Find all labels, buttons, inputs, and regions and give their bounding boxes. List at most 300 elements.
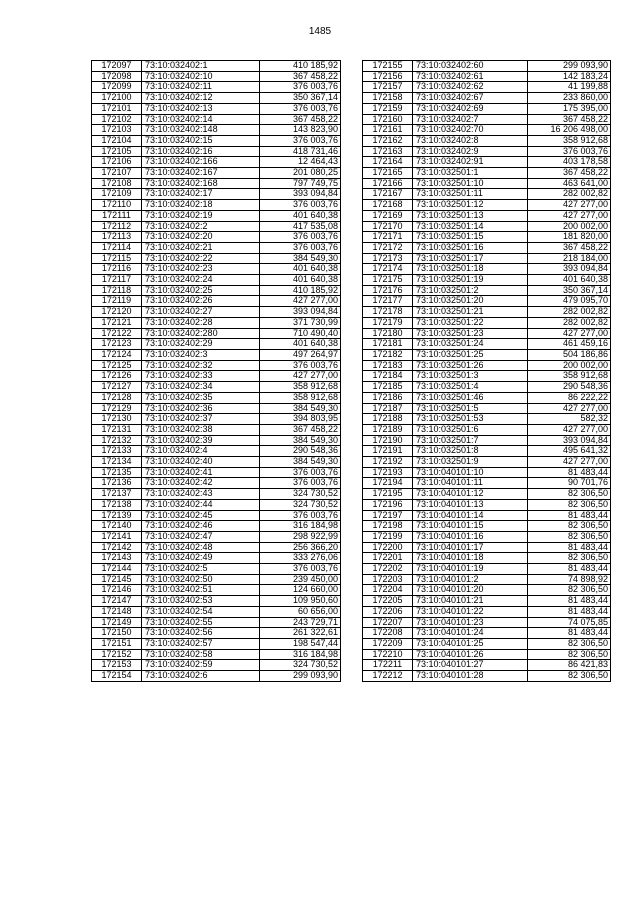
table-row [92, 135, 341, 146]
page-number: 1485 [308, 26, 332, 37]
table-row [363, 435, 611, 446]
cadastral-value: 60 656,00 [260, 606, 341, 617]
cadastral-value: 324 730,52 [260, 499, 341, 510]
cadastral-number: 73:10:032501:46 [413, 392, 528, 403]
cadastral-value: 350 367,14 [260, 93, 341, 104]
table-row [363, 489, 611, 500]
cadastral-number: 73:10:032402:57 [142, 638, 260, 649]
row-number: 172159 [363, 103, 413, 114]
cadastral-value: 82 306,50 [528, 489, 611, 500]
row-number: 172108 [92, 178, 142, 189]
cadastral-value: 143 823,90 [260, 125, 341, 136]
cadastral-number: 73:10:032402:25 [142, 285, 260, 296]
cadastral-number: 73:10:032501:19 [413, 275, 528, 286]
row-number: 172099 [92, 82, 142, 93]
table-row [363, 221, 611, 232]
cadastral-value: 427 277,00 [528, 424, 611, 435]
cadastral-number: 73:10:040101:28 [413, 671, 528, 682]
row-number: 172203 [363, 574, 413, 585]
cadastral-value: 218 184,00 [528, 253, 611, 264]
cadastral-value: 376 003,76 [260, 478, 341, 489]
cadastral-value: 233 860,00 [528, 93, 611, 104]
cadastral-value: 82 306,50 [528, 521, 611, 532]
table-row [363, 168, 611, 179]
cadastral-number: 73:10:032402:22 [142, 253, 260, 264]
row-number: 172110 [92, 200, 142, 211]
table-row [363, 531, 611, 542]
row-number: 172097 [92, 61, 142, 72]
cadastral-value: 282 002,82 [528, 317, 611, 328]
cadastral-number: 73:10:032402:54 [142, 606, 260, 617]
cadastral-value: 316 184,98 [260, 521, 341, 532]
cadastral-number: 73:10:032402:59 [142, 660, 260, 671]
row-number: 172210 [363, 649, 413, 660]
cadastral-number: 73:10:032402:23 [142, 264, 260, 275]
cadastral-number: 73:10:032501:23 [413, 328, 528, 339]
table-row [363, 135, 611, 146]
cadastral-value: 401 640,38 [260, 275, 341, 286]
row-number: 172186 [363, 392, 413, 403]
row-number: 172206 [363, 606, 413, 617]
cadastral-number: 73:10:040101:15 [413, 521, 528, 532]
cadastral-number: 73:10:032402:61 [413, 71, 528, 82]
row-number: 172148 [92, 606, 142, 617]
cadastral-number: 73:10:032402:34 [142, 382, 260, 393]
cadastral-value: 367 458,22 [260, 71, 341, 82]
cadastral-value: 710 490,40 [260, 328, 341, 339]
cadastral-value: 282 002,82 [528, 307, 611, 318]
cadastral-number: 73:10:032402:13 [142, 103, 260, 114]
table-row [363, 638, 611, 649]
cadastral-value: 376 003,76 [260, 360, 341, 371]
table-row [363, 253, 611, 264]
cadastral-number: 73:10:032402:166 [142, 157, 260, 168]
cadastral-number: 73:10:032402:11 [142, 82, 260, 93]
cadastral-number: 73:10:032402:35 [142, 392, 260, 403]
cadastral-value: 261 322,61 [260, 628, 341, 639]
table-row [363, 553, 611, 564]
row-number: 172143 [92, 553, 142, 564]
cadastral-number: 73:10:032402:9 [413, 146, 528, 157]
cadastral-number: 73:10:032402:50 [142, 574, 260, 585]
table-row [363, 360, 611, 371]
row-number: 172162 [363, 135, 413, 146]
cadastral-value: 316 184,98 [260, 649, 341, 660]
row-number: 172169 [363, 210, 413, 221]
row-number: 172105 [92, 146, 142, 157]
row-number: 172177 [363, 296, 413, 307]
row-number: 172115 [92, 253, 142, 264]
row-number: 172100 [92, 93, 142, 104]
cadastral-value: 376 003,76 [260, 103, 341, 114]
cadastral-value: 142 183,24 [528, 71, 611, 82]
table-row [363, 510, 611, 521]
cadastral-value: 427 277,00 [528, 328, 611, 339]
cadastral-value: 393 094,84 [260, 307, 341, 318]
cadastral-value: 124 660,00 [260, 585, 341, 596]
cadastral-number: 73:10:040101:13 [413, 499, 528, 510]
table-row [363, 285, 611, 296]
cadastral-value: 463 641,00 [528, 178, 611, 189]
cadastral-value: 393 094,84 [528, 435, 611, 446]
row-number: 172161 [363, 125, 413, 136]
table-row [363, 93, 611, 104]
cadastral-number: 73:10:032501:2 [413, 285, 528, 296]
row-number: 172196 [363, 499, 413, 510]
cadastral-number: 73:10:032501:17 [413, 253, 528, 264]
table-row [92, 103, 341, 114]
row-number: 172192 [363, 457, 413, 468]
cadastral-value: 376 003,76 [528, 146, 611, 157]
table-row [363, 349, 611, 360]
table-row [92, 71, 341, 82]
row-number: 172193 [363, 467, 413, 478]
row-number: 172146 [92, 585, 142, 596]
cadastral-number: 73:10:032501:11 [413, 189, 528, 200]
row-number: 172113 [92, 232, 142, 243]
table-row [92, 638, 341, 649]
table-row [92, 478, 341, 489]
cadastral-number: 73:10:032402:4 [142, 446, 260, 457]
row-number: 172205 [363, 596, 413, 607]
cadastral-number: 73:10:032402:45 [142, 510, 260, 521]
cadastral-value: 299 093,90 [260, 671, 341, 682]
cadastral-number: 73:10:032402:28 [142, 317, 260, 328]
cadastral-number: 73:10:032402:32 [142, 360, 260, 371]
table-row [363, 317, 611, 328]
cadastral-number: 73:10:040101:20 [413, 585, 528, 596]
cadastral-number: 73:10:032402:53 [142, 596, 260, 607]
cadastral-value: 384 549,30 [260, 253, 341, 264]
cadastral-value: 256 366,20 [260, 542, 341, 553]
row-number: 172198 [363, 521, 413, 532]
table-row [363, 660, 611, 671]
table-row [92, 424, 341, 435]
table-row [92, 467, 341, 478]
row-number: 172180 [363, 328, 413, 339]
cadastral-value: 324 730,52 [260, 489, 341, 500]
table-row [363, 671, 611, 682]
table-row [92, 457, 341, 468]
row-number: 172166 [363, 178, 413, 189]
cadastral-number: 73:10:032402:167 [142, 168, 260, 179]
cadastral-number: 73:10:032402:44 [142, 499, 260, 510]
row-number: 172160 [363, 114, 413, 125]
cadastral-number: 73:10:032501:13 [413, 210, 528, 221]
cadastral-value: 239 450,00 [260, 574, 341, 585]
cadastral-value: 243 729,71 [260, 617, 341, 628]
cadastral-number: 73:10:032402:48 [142, 542, 260, 553]
row-number: 172106 [92, 157, 142, 168]
cadastral-value: 394 803,95 [260, 414, 341, 425]
row-number: 172141 [92, 531, 142, 542]
cadastral-value: 358 912,68 [260, 382, 341, 393]
row-number: 172157 [363, 82, 413, 93]
cadastral-number: 73:10:032501:10 [413, 178, 528, 189]
row-number: 172127 [92, 382, 142, 393]
table-row [92, 628, 341, 639]
cadastral-value: 401 640,38 [528, 275, 611, 286]
table-row [363, 275, 611, 286]
row-number: 172154 [92, 671, 142, 682]
cadastral-value: 290 548,36 [260, 446, 341, 457]
row-number: 172181 [363, 339, 413, 350]
cadastral-value: 41 199,88 [528, 82, 611, 93]
row-number: 172126 [92, 371, 142, 382]
cadastral-value: 376 003,76 [260, 82, 341, 93]
cadastral-number: 73:10:032402:1 [142, 61, 260, 72]
table-row [92, 531, 341, 542]
row-number: 172153 [92, 660, 142, 671]
cadastral-number: 73:10:032402:55 [142, 617, 260, 628]
table-row [92, 510, 341, 521]
row-number: 172194 [363, 478, 413, 489]
table-row [363, 125, 611, 136]
cadastral-number: 73:10:032402:7 [413, 114, 528, 125]
table-row [92, 285, 341, 296]
row-number: 172129 [92, 403, 142, 414]
cadastral-number: 73:10:032402:40 [142, 457, 260, 468]
row-number: 172207 [363, 617, 413, 628]
cadastral-number: 73:10:032402:26 [142, 296, 260, 307]
table-row [92, 146, 341, 157]
row-number: 172195 [363, 489, 413, 500]
row-number: 172116 [92, 264, 142, 275]
cadastral-value: 427 277,00 [528, 403, 611, 414]
cadastral-value: 324 730,52 [260, 660, 341, 671]
cadastral-value: 427 277,00 [260, 296, 341, 307]
table-row [92, 178, 341, 189]
cadastral-value: 81 483,44 [528, 606, 611, 617]
cadastral-number: 73:10:032402:5 [142, 564, 260, 575]
row-number: 172176 [363, 285, 413, 296]
row-number: 172200 [363, 542, 413, 553]
table-row [363, 521, 611, 532]
row-number: 172112 [92, 221, 142, 232]
table-row [92, 489, 341, 500]
table-row [363, 424, 611, 435]
row-number: 172199 [363, 531, 413, 542]
table-row [92, 446, 341, 457]
table-row [92, 596, 341, 607]
cadastral-value: 376 003,76 [260, 135, 341, 146]
cadastral-value: 16 206 498,00 [528, 125, 611, 136]
table-row [363, 103, 611, 114]
table-row [363, 71, 611, 82]
cadastral-number: 73:10:032402:15 [142, 135, 260, 146]
row-number: 172111 [92, 210, 142, 221]
table-row [363, 371, 611, 382]
cadastral-number: 73:10:032501:4 [413, 382, 528, 393]
cadastral-number: 73:10:040101:26 [413, 649, 528, 660]
cadastral-number: 73:10:032501:18 [413, 264, 528, 275]
row-number: 172173 [363, 253, 413, 264]
cadastral-number: 73:10:032402:24 [142, 275, 260, 286]
table-row [363, 114, 611, 125]
row-number: 172125 [92, 360, 142, 371]
cadastral-number: 73:10:032501:20 [413, 296, 528, 307]
cadastral-value: 175 395,00 [528, 103, 611, 114]
cadastral-number: 73:10:032402:60 [413, 61, 528, 72]
cadastral-number: 73:10:032402:42 [142, 478, 260, 489]
row-number: 172197 [363, 510, 413, 521]
cadastral-value: 376 003,76 [260, 242, 341, 253]
table-row [363, 585, 611, 596]
row-number: 172102 [92, 114, 142, 125]
cadastral-value: 358 912,68 [528, 371, 611, 382]
cadastral-value: 384 549,30 [260, 435, 341, 446]
cadastral-value: 427 277,00 [528, 210, 611, 221]
row-number: 172150 [92, 628, 142, 639]
table-row [92, 617, 341, 628]
table-row [363, 328, 611, 339]
table-row [92, 189, 341, 200]
cadastral-value: 200 002,00 [528, 360, 611, 371]
cadastral-number: 73:10:032402:20 [142, 232, 260, 243]
row-number: 172107 [92, 168, 142, 179]
table-row [92, 382, 341, 393]
row-number: 172184 [363, 371, 413, 382]
cadastral-number: 73:10:032402:148 [142, 125, 260, 136]
table-row [92, 200, 341, 211]
right-register-table [362, 60, 611, 682]
cadastral-number: 73:10:040101:25 [413, 638, 528, 649]
cadastral-number: 73:10:032402:67 [413, 93, 528, 104]
table-row [92, 360, 341, 371]
table-row [363, 189, 611, 200]
row-number: 172098 [92, 71, 142, 82]
row-number: 172140 [92, 521, 142, 532]
cadastral-number: 73:10:032402:280 [142, 328, 260, 339]
table-row [363, 446, 611, 457]
row-number: 172128 [92, 392, 142, 403]
cadastral-value: 427 277,00 [528, 457, 611, 468]
cadastral-number: 73:10:032402:43 [142, 489, 260, 500]
table-row [92, 349, 341, 360]
cadastral-number: 73:10:032402:46 [142, 521, 260, 532]
cadastral-number: 73:10:032501:24 [413, 339, 528, 350]
row-number: 172136 [92, 478, 142, 489]
cadastral-value: 12 464,43 [260, 157, 341, 168]
cadastral-value: 418 731,46 [260, 146, 341, 157]
cadastral-value: 367 458,22 [260, 114, 341, 125]
table-row [92, 93, 341, 104]
row-number: 172118 [92, 285, 142, 296]
row-number: 172138 [92, 499, 142, 510]
cadastral-value: 410 185,92 [260, 285, 341, 296]
table-row [363, 617, 611, 628]
cadastral-value: 74 898,92 [528, 574, 611, 585]
row-number: 172163 [363, 146, 413, 157]
row-number: 172151 [92, 638, 142, 649]
row-number: 172164 [363, 157, 413, 168]
cadastral-value: 81 483,44 [528, 467, 611, 478]
row-number: 172130 [92, 414, 142, 425]
cadastral-number: 73:10:032402:10 [142, 71, 260, 82]
table-row [363, 628, 611, 639]
cadastral-value: 82 306,50 [528, 649, 611, 660]
row-number: 172202 [363, 564, 413, 575]
table-row [363, 210, 611, 221]
table-row [363, 82, 611, 93]
table-row [363, 339, 611, 350]
cadastral-value: 504 186,86 [528, 349, 611, 360]
table-row [363, 264, 611, 275]
row-number: 172104 [92, 135, 142, 146]
cadastral-value: 81 483,44 [528, 628, 611, 639]
cadastral-number: 73:10:032402:19 [142, 210, 260, 221]
row-number: 172144 [92, 564, 142, 575]
cadastral-value: 82 306,50 [528, 531, 611, 542]
cadastral-value: 401 640,38 [260, 210, 341, 221]
cadastral-number: 73:10:040101:22 [413, 606, 528, 617]
table-row [363, 564, 611, 575]
cadastral-number: 73:10:032501:15 [413, 232, 528, 243]
row-number: 172101 [92, 103, 142, 114]
table-row [92, 564, 341, 575]
row-number: 172178 [363, 307, 413, 318]
cadastral-number: 73:10:040101:18 [413, 553, 528, 564]
table-row [363, 574, 611, 585]
row-number: 172201 [363, 553, 413, 564]
table-row [92, 61, 341, 72]
left-register-table [91, 60, 341, 682]
table-row [92, 339, 341, 350]
cadastral-number: 73:10:040101:24 [413, 628, 528, 639]
cadastral-number: 73:10:040101:21 [413, 596, 528, 607]
row-number: 172208 [363, 628, 413, 639]
row-number: 172142 [92, 542, 142, 553]
cadastral-number: 73:10:032501:53 [413, 414, 528, 425]
table-row [92, 371, 341, 382]
row-number: 172156 [363, 71, 413, 82]
cadastral-number: 73:10:040101:2 [413, 574, 528, 585]
cadastral-number: 73:10:032501:5 [413, 403, 528, 414]
row-number: 172135 [92, 467, 142, 478]
table-row [363, 457, 611, 468]
cadastral-value: 376 003,76 [260, 564, 341, 575]
table-row [363, 382, 611, 393]
cadastral-value: 384 549,30 [260, 457, 341, 468]
cadastral-value: 461 459,16 [528, 339, 611, 350]
cadastral-value: 82 306,50 [528, 671, 611, 682]
cadastral-value: 82 306,50 [528, 553, 611, 564]
cadastral-number: 73:10:040101:27 [413, 660, 528, 671]
table-row [92, 157, 341, 168]
cadastral-value: 290 548,36 [528, 382, 611, 393]
row-number: 172124 [92, 349, 142, 360]
row-number: 172103 [92, 125, 142, 136]
cadastral-value: 376 003,76 [260, 467, 341, 478]
table-row [363, 392, 611, 403]
row-number: 172123 [92, 339, 142, 350]
cadastral-value: 181 820,00 [528, 232, 611, 243]
table-row [363, 242, 611, 253]
cadastral-value: 90 701,76 [528, 478, 611, 489]
table-row [363, 232, 611, 243]
cadastral-number: 73:10:040101:12 [413, 489, 528, 500]
cadastral-value: 86 421,83 [528, 660, 611, 671]
cadastral-number: 73:10:032402:41 [142, 467, 260, 478]
row-number: 172139 [92, 510, 142, 521]
row-number: 172134 [92, 457, 142, 468]
cadastral-number: 73:10:040101:17 [413, 542, 528, 553]
row-number: 172175 [363, 275, 413, 286]
row-number: 172188 [363, 414, 413, 425]
table-row [92, 296, 341, 307]
cadastral-number: 73:10:032501:3 [413, 371, 528, 382]
cadastral-number: 73:10:032402:70 [413, 125, 528, 136]
